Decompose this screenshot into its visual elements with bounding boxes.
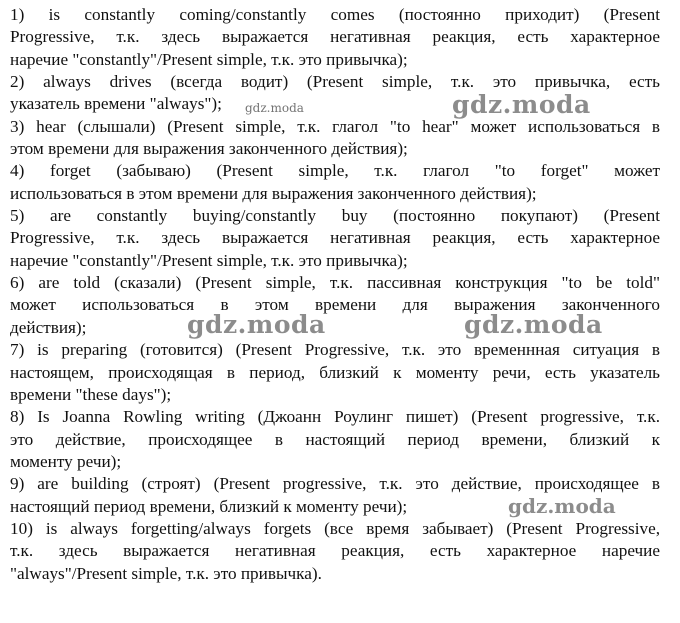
text-line: настоящий период времени, близкий к моменту речи); — [10, 496, 408, 516]
text-line: указатель времени "always"); — [10, 94, 222, 114]
text-line: т.к. здесь выражается негативная реакция, есть характерное наречие — [10, 541, 660, 561]
text-line: наречие "constantly"/Present simple, т.к. это привычка); — [10, 250, 408, 270]
text-line: 4) forget (забываю) (Present simple, т.к. глагол "to forget" может — [10, 161, 660, 181]
text-line: наречие "constantly"/Present simple, т.к. это привычка); — [10, 49, 408, 69]
text-line: времени "these days"); — [10, 384, 172, 404]
text-line: 3) hear (слышали) (Present simple, т.к. глагол "to hear" может использоваться в — [10, 116, 660, 136]
text-line: 10) is always forgetting/always forgets (все время забывает) (Present Progressive, — [10, 518, 660, 538]
text-line: 8) Is Joanna Rowling writing (Джоанн Роулинг пишет) (Present progressive, т.к. — [10, 407, 660, 427]
text-line: 9) are building (строят) (Present progressive, т.к. это действие, происходящее в — [10, 474, 660, 494]
text-line: 2) always drives (всегда водит) (Present simple, т.к. это привычка, есть — [10, 72, 660, 92]
text-line: этом времени для выражения законченного действия); — [10, 139, 408, 159]
watermark-top-right: gdz.moda — [452, 90, 591, 119]
text-line: 6) are told (сказали) (Present simple, т.к. пассивная конструкция "to be told" — [10, 273, 660, 293]
text-line: это действие, происходящее в настоящий период времени, близкий к — [10, 429, 660, 449]
text-line: "always"/Present simple, т.к. это привычка). — [10, 563, 322, 583]
text-line: моменту речи); — [10, 451, 122, 471]
watermark-bottom: gdz.moda — [508, 494, 616, 518]
watermark-top-small: gdz.moda — [245, 101, 304, 115]
text-line: Progressive, т.к. здесь выражается негативная реакция, есть характерное — [10, 27, 660, 47]
text-line: может использоваться в этом времени для выражения законченного — [10, 295, 660, 315]
text-line: настоящем, происходящая в период, близкий к моменту речи, есть указатель — [10, 362, 660, 382]
text-line: 1) is constantly coming/constantly comes (постоянно приходит) (Present — [10, 5, 660, 24]
text-line: Progressive, т.к. здесь выражается негативная реакция, есть характерное — [10, 228, 660, 248]
text-line: использоваться в этом времени для выражения законченного действия); — [10, 183, 537, 203]
text-line: 5) are constantly buying/constantly buy (постоянно покупают) (Present — [10, 206, 660, 226]
watermark-middle-left: gdz.moda — [187, 310, 326, 339]
text-line: 7) is preparing (готовится) (Present Progressive, т.к. это временнная ситуация в — [10, 340, 660, 360]
text-line: действия); — [10, 317, 87, 337]
watermark-middle-right: gdz.moda — [464, 310, 603, 339]
